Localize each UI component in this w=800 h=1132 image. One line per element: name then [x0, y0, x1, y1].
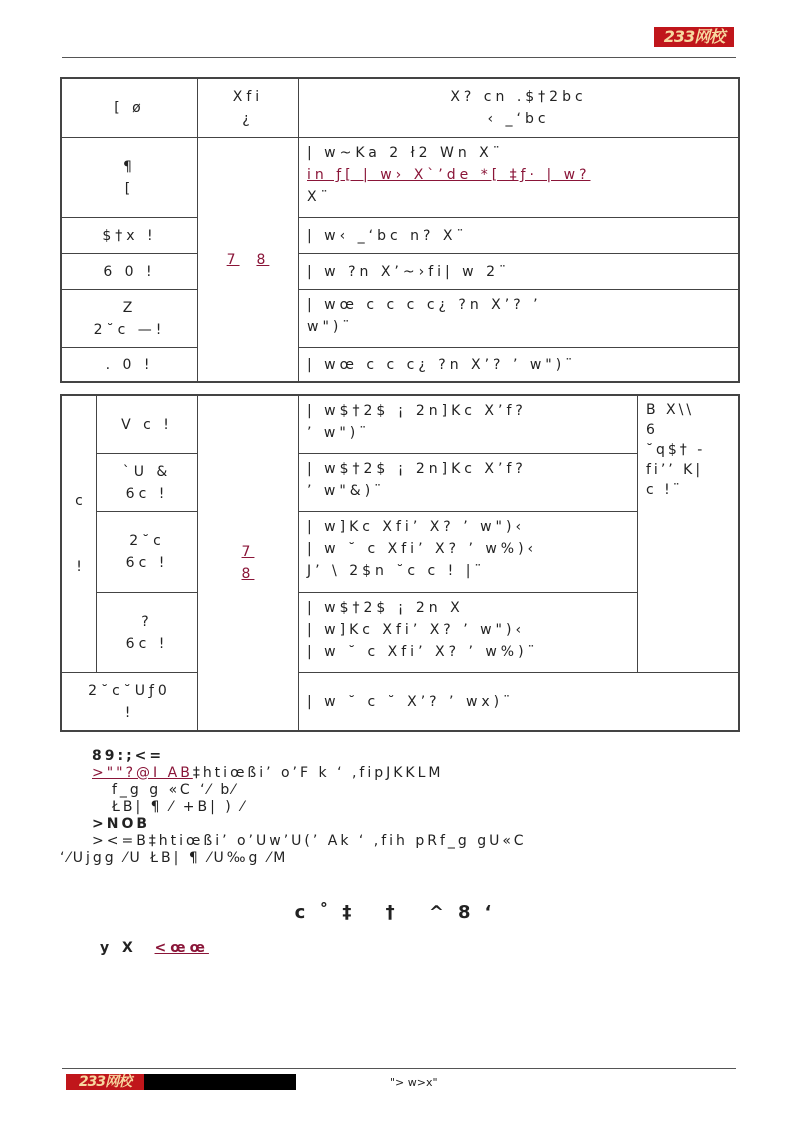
table1-r1-c3: | w~Ka 2 ł2 Wn X¨ in ƒ[ | w› X`’de *[ ‡ƒ· | w? X¨ [298, 137, 739, 218]
table1-head-c1: [ ø [61, 78, 198, 138]
table2-r3-c1: 2˘c 6c ! [96, 511, 198, 593]
table2-last-c3: | w ˘ c ˘ X’? ’ wx)¨ [298, 672, 739, 731]
footer-logo: 233网校 [66, 1074, 144, 1090]
table1-head-c2: Xfi ¿ [197, 78, 299, 138]
table2-r4-c1: ? 6c ! [96, 592, 198, 673]
notes-block [60, 748, 750, 867]
table1-r5-c1: . 0 ! [61, 347, 198, 382]
table1-r2-c3: | w‹ _‘bc n? X¨ [298, 217, 739, 254]
last-line: y X <œœ [100, 940, 209, 956]
table1-r5-c3: | wœ c c c¿ ?n X’? ’ w")¨ [298, 347, 739, 382]
last-link[interactable]: <œœ [154, 940, 209, 956]
table2-r2-c3: | w$†2$ ¡ 2n]Kc X’f? ’ w"&)¨ [298, 453, 638, 512]
table1-r3-c3: | w ?n X’~›fi| w 2¨ [298, 253, 739, 290]
table1-r3-c1: 6 0 ! [61, 253, 198, 290]
note-heading: 89:;<= [92, 748, 165, 764]
header-rule [62, 57, 736, 58]
note-line-5: >NOB [92, 816, 151, 832]
table2-r1-c1: V c ! [96, 395, 198, 454]
table2-r1-c3: | w$†2$ ¡ 2n]Kc X’f? ’ w")¨ [298, 395, 638, 454]
note-link[interactable]: >""?@I AB [92, 765, 193, 781]
table1-mid-col: 7 8 [197, 137, 299, 382]
table1-r4-c3: | wœ c c c c¿ ?n X’? ’ w")¨ [298, 289, 739, 348]
table1-r2-c1: $†x ! [61, 217, 198, 254]
table2-side: c ! [61, 395, 97, 673]
site-logo: 233网校 [654, 27, 734, 47]
table2-r2-c1: `U & 6c ! [96, 453, 198, 512]
table1-r4-c1: Z 2˘c —! [61, 289, 198, 348]
note-line-6: ><=B‡htiœßi’ o’Uw’U(’ Ak ‘ ,fih pRf_g gU«C [92, 833, 527, 849]
footer-bar [144, 1074, 296, 1090]
table2-r4-c3: | w$†2$ ¡ 2n X | w]Kc Xfi’ X? ’ w")‹ | w ˘ c Xfi’ X? ’ w%)¨ [298, 592, 638, 673]
footer-rule [62, 1068, 736, 1069]
table2-mid-col: 7 8 [197, 395, 299, 731]
note-line-7: ‘⁄Ujgg ⁄U ŁB| ¶ ⁄U‰g ⁄M [60, 850, 289, 866]
note-line-3: f_g g «C ‘⁄ b⁄ [112, 782, 238, 798]
table-2 [60, 394, 740, 732]
note-line-4: ŁB| ¶ ⁄ +B| ) ⁄ [112, 799, 247, 815]
table1-r1-c1: ¶ [ [61, 137, 198, 218]
page-number: "> w>x" [390, 1076, 438, 1089]
note-line-2: >""?@I AB‡htiœßi’ o’F k ‘ ,fipJKKLM [92, 765, 444, 781]
table-1 [60, 77, 740, 383]
table2-r3-c3: | w]Kc Xfi’ X? ’ w")‹ | w ˘ c Xfi’ X? ’ w%)‹ J’ \ 2$n ˘c c ! |¨ [298, 511, 638, 593]
table2-last-c1: 2˘c˘Uƒ0 ! [61, 672, 198, 731]
table2-right-col: B X\\ 6 ˘q$† - fi’’ K| c !¨ [637, 395, 739, 673]
table1-head-c3: X? cn .$†2bc ‹ _‘bc [298, 78, 739, 138]
section-title: c˚‡ † ^8‘ [294, 902, 506, 923]
